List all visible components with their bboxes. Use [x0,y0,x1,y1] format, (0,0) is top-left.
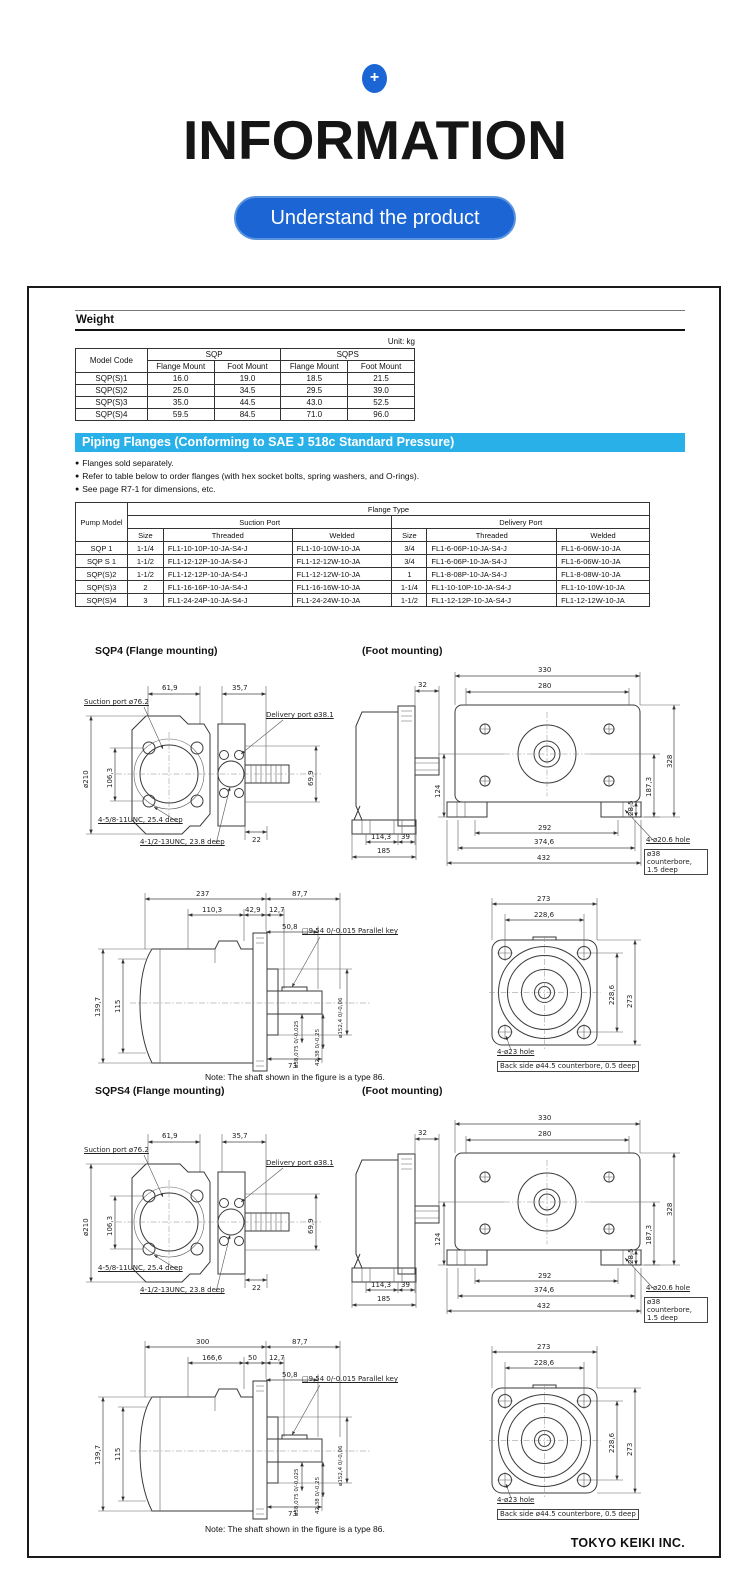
bullet-line [75,457,685,470]
weight-section-header [75,310,685,331]
unit-label: Unit: kg [387,337,415,346]
shaft-note: Note: The shaft shown in the figure is a type 86. [205,1072,385,1082]
dim-label: 280 [538,1130,552,1138]
company-name: TOKYO KEIKI INC. [570,1536,685,1550]
weight-subcol: Flange Mount [147,361,214,373]
page-title: INFORMATION [183,109,567,171]
dim-label: 32 [418,1129,427,1137]
weight-table-body [76,373,415,421]
value-cell: 25.0 [147,385,214,397]
value-cell: 43.0 [281,397,348,409]
dim-label: 12,7 [269,906,285,914]
piping-bullets [75,457,685,496]
value-cell: FL1-10-10P-10-JA-S4-J [163,542,292,555]
value-cell: FL1-12-12W-10-JA [557,594,650,607]
dim-label: 69,9 [307,770,315,786]
weight-subcol: Foot Mount [348,361,415,373]
dim-label: 187,3 [645,776,653,797]
sqps4-flange-title: SQPS4 (Flange mounting) [95,1085,225,1097]
dim-label: Back side ø44.5 counterbore, 0.5 deep [497,1509,639,1520]
model-cell: SQP(S)4 [76,594,128,607]
dim-label: 39 [401,1281,410,1289]
bullet-icon: ● [75,460,80,467]
sqps4-side-view-drawing [90,1331,440,1521]
value-cell: 16.0 [147,373,214,385]
bullet-icon: ● [75,486,80,493]
dim-label: 4-5/8-11UNC, 25.4 deep [98,816,183,824]
plus-icon: + [362,64,387,93]
table-row [76,594,650,607]
dim-label: 273 [626,1442,634,1456]
dim-label: 273 [626,994,634,1008]
dim-label: 280 [538,682,552,690]
value-cell: FL1-10-10W-10-JA [292,542,392,555]
dim-label: 124 [434,784,442,798]
dim-label: 139,7 [94,1444,102,1465]
dim-label: 110,3 [202,906,223,914]
value-cell: FL1-16-16P-10-JA-S4-J [163,581,292,594]
dim-label: 4-1/2-13UNC, 23.8 deep [140,838,225,846]
value-cell: FL1-10-10P-10-JA-S4-J [427,581,557,594]
weight-col-model: Model Code [76,349,148,373]
col-size: Size [392,529,427,542]
bullet-text: Refer to table below to order flanges (with hex socket bolts, spring washers, and O-rings). [82,471,420,481]
value-cell: FL1-12-12P-10-JA-S4-J [163,568,292,581]
value-cell: FL1-6-06W-10-JA [557,542,650,555]
dim-label: 374,6 [534,838,555,846]
value-cell: FL1-6-06P-10-JA-S4-J [427,542,557,555]
model-cell: SQP(S)3 [76,581,128,594]
value-cell: 2 [127,581,163,594]
dim-label: 328 [666,754,674,768]
value-cell: 3/4 [392,542,427,555]
dim-label: 12,7 [269,1354,285,1362]
weight-subcol: Flange Mount [281,361,348,373]
dim-label: ø152,4 0/-0,06 [338,1445,344,1486]
sqp4-flange-face-drawing [445,878,700,1078]
dim-label: 166,6 [202,1354,223,1362]
dim-label: 50,8 [282,923,298,931]
value-cell: FL1-6-06P-10-JA-S4-J [427,555,557,568]
dim-label: 228,6 [534,911,555,919]
dim-label: 35,7 [232,1132,248,1140]
col-welded: Welded [557,529,650,542]
table-row [76,409,415,421]
delivery-port-header: Delivery Port [392,516,650,529]
dim-label: 4-ø20.6 hole [646,836,691,844]
flange-table-body [76,542,650,607]
foot-mounting-title: (Foot mounting) [362,645,443,657]
dim-label: 185 [377,1295,391,1303]
value-cell: 1 [392,568,427,581]
dim-label: 61,9 [162,1132,178,1140]
col-welded: Welded [292,529,392,542]
bullet-line [75,483,685,496]
bullet-line [75,470,685,483]
dim-label: ø38,075 0/-0,025 [294,1468,300,1516]
dim-label: Suction port ø76.2 [84,1146,149,1154]
piping-flanges-banner: Piping Flanges (Conforming to SAE J 518c Standard Pressure) [75,433,685,452]
value-cell: 44.5 [214,397,281,409]
value-cell: 59.5 [147,409,214,421]
dim-label: 300 [196,1338,210,1346]
value-cell: FL1-12-12W-10-JA [292,555,392,568]
value-cell: 3/4 [392,555,427,568]
flange-col-pump-model: Pump Model [76,503,128,542]
sqps4-front-view-drawing [70,1098,360,1313]
value-cell: 18.5 [281,373,348,385]
dim-label: 273 [537,895,551,903]
value-cell: 96.0 [348,409,415,421]
dim-label: 115 [114,1447,122,1461]
dim-label: Suction port ø76.2 [84,698,149,706]
model-cell: SQP S 1 [76,555,128,568]
dim-label: 106,3 [106,767,114,788]
sqps4-flange-face-drawing [445,1326,700,1526]
dim-label: ø38 counterbore, 1.5 deep [644,849,708,875]
dim-label: 73 [288,1510,297,1518]
dim-label: 432 [537,854,551,862]
dim-label: 28,5 [627,1248,635,1264]
col-size: Size [127,529,163,542]
dim-label: 292 [538,824,552,832]
dim-label: 328 [666,1202,674,1216]
table-row [76,581,650,594]
value-cell: 1-1/4 [127,542,163,555]
value-cell: FL1-10-10W-10-JA [557,581,650,594]
dim-label: 187,3 [645,1224,653,1245]
table-row [76,385,415,397]
dim-label: ø210 [82,770,90,788]
dim-label: 115 [114,999,122,1013]
weight-table [75,348,415,421]
value-cell: FL1-8-08P-10-JA-S4-J [427,568,557,581]
bullet-text: Flanges sold separately. [82,458,174,468]
dim-label: 4-1/2-13UNC, 23.8 deep [140,1286,225,1294]
shaft-note: Note: The shaft shown in the figure is a type 86. [205,1524,385,1534]
dim-label: 237 [196,890,210,898]
dim-label: □9.54 0/-0.015 Parallel key [302,927,399,935]
table-row [76,555,650,568]
value-cell: 1-1/4 [392,581,427,594]
dim-label: 330 [538,666,552,674]
dim-label: Delivery port ø38.1 [266,711,334,719]
value-cell: FL1-6-06W-10-JA [557,555,650,568]
understand-product-button[interactable]: Understand the product [234,196,516,240]
dim-label: 139,7 [94,996,102,1017]
col-threaded: Threaded [163,529,292,542]
value-cell: 3 [127,594,163,607]
dim-label: 4-5/8-11UNC, 25.4 deep [98,1264,183,1272]
model-cell: SQP(S)4 [76,409,148,421]
dim-label: 114,3 [371,1281,392,1289]
dim-label: 35,7 [232,684,248,692]
dim-label: 4-ø23 hole [497,1496,535,1504]
value-cell: 39.0 [348,385,415,397]
sqp4-side-view-drawing [90,883,440,1073]
dim-label: 228,6 [608,1432,616,1453]
dim-label: ø210 [82,1218,90,1236]
weight-group-sqps: SQPS [281,349,415,361]
suction-port-header: Suction Port [127,516,391,529]
dim-label: 42,38 0/-0,25 [315,1028,321,1066]
value-cell: FL1-24-24P-10-JA-S4-J [163,594,292,607]
value-cell: FL1-8-08W-10-JA [557,568,650,581]
value-cell: FL1-12-12W-10-JA [292,568,392,581]
sqps4-foot-mounting-drawing [348,1098,720,1333]
dim-label: 42,38 0/-0,25 [315,1476,321,1514]
weight-group-sqp: SQP [147,349,281,361]
table-row [76,542,650,555]
dim-label: 292 [538,1272,552,1280]
dim-label: ø38,075 0/-0,025 [294,1020,300,1068]
dim-label: 50 [248,1354,257,1362]
dim-label: 228,6 [534,1359,555,1367]
model-cell: SQP(S)2 [76,385,148,397]
value-cell: 52.5 [348,397,415,409]
dim-label: 4-ø23 hole [497,1048,535,1056]
model-cell: SQP(S)3 [76,397,148,409]
dim-label: 87,7 [292,890,308,898]
model-cell: SQP(S)1 [76,373,148,385]
dim-label: 228,6 [608,984,616,1005]
value-cell: 19.0 [214,373,281,385]
dim-label: 87,7 [292,1338,308,1346]
sqp4-foot-mounting-drawing [348,650,720,885]
weight-subcol: Foot Mount [214,361,281,373]
sqp4-front-view-drawing [70,650,360,865]
model-cell: SQP 1 [76,542,128,555]
dim-label: 374,6 [534,1286,555,1294]
foot-mounting-title: (Foot mounting) [362,1085,443,1097]
dim-label: 69,9 [307,1218,315,1234]
value-cell: 21.5 [348,373,415,385]
dim-label: 106,3 [106,1215,114,1236]
dim-label: 330 [538,1114,552,1122]
table-row [76,568,650,581]
value-cell: 34.5 [214,385,281,397]
value-cell: 35.0 [147,397,214,409]
dim-label: Back side ø44.5 counterbore, 0.5 deep [497,1061,639,1072]
dim-label: 28,5 [627,800,635,816]
dim-label: ø152,4 0/-0,06 [338,997,344,1038]
value-cell: 29.5 [281,385,348,397]
flange-type-header: Flange Type [127,503,649,516]
dim-label: 61,9 [162,684,178,692]
dim-label: 4-ø20.6 hole [646,1284,691,1292]
dim-label: 185 [377,847,391,855]
dim-label: 114,3 [371,833,392,841]
value-cell: FL1-24-24W-10-JA [292,594,392,607]
dim-label: 42,9 [245,906,261,914]
value-cell: 71.0 [281,409,348,421]
dim-label: ø38 counterbore, 1.5 deep [644,1297,708,1323]
table-row [76,397,415,409]
dim-label: 39 [401,833,410,841]
bullet-icon: ● [75,473,80,480]
dim-label: 50,8 [282,1371,298,1379]
dim-label: Delivery port ø38.1 [266,1159,334,1167]
value-cell: 1-1/2 [127,568,163,581]
value-cell: 84.5 [214,409,281,421]
weight-heading: Weight [76,314,115,326]
value-cell: 1-1/2 [127,555,163,568]
dim-label: □9.54 0/-0.015 Parallel key [302,1375,399,1383]
value-cell: FL1-12-12P-10-JA-S4-J [427,594,557,607]
col-threaded: Threaded [427,529,557,542]
dim-label: 124 [434,1232,442,1246]
dim-label: 22 [252,836,261,844]
dim-label: 32 [418,681,427,689]
bullet-text: See page R7-1 for dimensions, etc. [82,484,216,494]
dim-label: 432 [537,1302,551,1310]
sqp4-flange-title: SQP4 (Flange mounting) [95,645,218,657]
dim-label: 73 [288,1062,297,1070]
value-cell: 1-1/2 [392,594,427,607]
table-row [76,373,415,385]
value-cell: FL1-16-16W-10-JA [292,581,392,594]
model-cell: SQP(S)2 [76,568,128,581]
dim-label: 273 [537,1343,551,1351]
value-cell: FL1-12-12P-10-JA-S4-J [163,555,292,568]
dim-label: 22 [252,1284,261,1292]
flange-table [75,502,650,607]
